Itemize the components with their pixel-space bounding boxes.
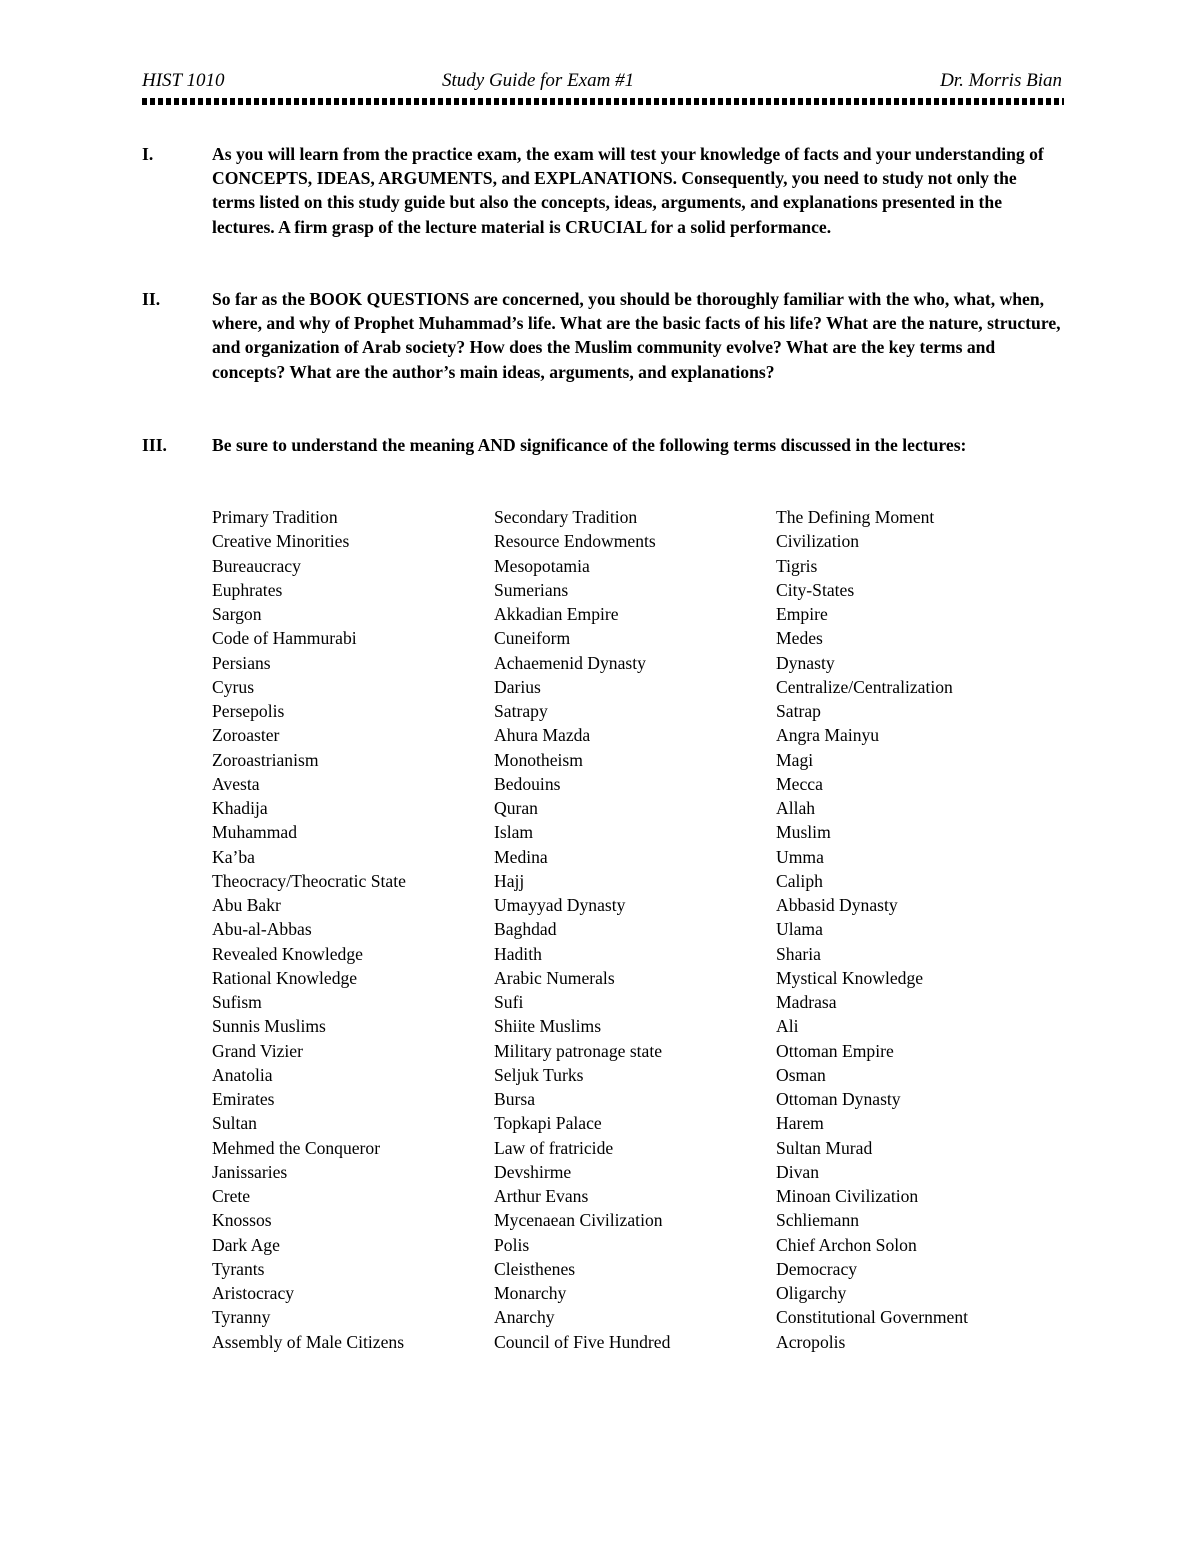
section-numeral: II. xyxy=(142,289,161,309)
term-row xyxy=(212,990,1072,1014)
term-item: Sultan Murad xyxy=(776,1137,873,1158)
term-item: Cyrus xyxy=(212,676,255,697)
term-item: Akkadian Empire xyxy=(494,604,619,624)
term-row xyxy=(212,1305,1072,1329)
term-item: Bursa xyxy=(494,1089,536,1109)
term-item: Darius xyxy=(494,676,541,697)
term-item: Satrapy xyxy=(494,701,548,721)
term-item: Harem xyxy=(776,1113,824,1134)
term-item: Muhammad xyxy=(212,822,298,843)
term-item: Ottoman Dynasty xyxy=(776,1089,901,1109)
term-item: Acropolis xyxy=(776,1331,846,1352)
term-item: Tyranny xyxy=(212,1307,271,1328)
term-item: Cuneiform xyxy=(494,628,571,649)
term-item: Mecca xyxy=(776,773,823,794)
term-row xyxy=(212,505,1072,529)
term-item: Sargon xyxy=(212,604,262,624)
term-item: Islam xyxy=(494,822,534,843)
term-row xyxy=(212,966,1072,990)
term-item: Abbasid Dynasty xyxy=(776,895,898,915)
term-row xyxy=(212,845,1072,869)
term-item: Madrasa xyxy=(776,992,837,1012)
term-row xyxy=(212,1039,1072,1063)
term-row xyxy=(212,1281,1072,1305)
term-item: Sufi xyxy=(494,992,524,1012)
term-item: Knossos xyxy=(212,1210,272,1231)
term-item: Polis xyxy=(494,1234,530,1255)
terms-list xyxy=(212,505,1072,1354)
term-row xyxy=(212,1136,1072,1160)
term-row xyxy=(212,651,1072,675)
term-row xyxy=(212,1184,1072,1208)
term-item: Monotheism xyxy=(494,749,583,770)
term-item: Sultan xyxy=(212,1113,257,1134)
term-item: Mystical Knowledge xyxy=(776,967,924,988)
term-item: Mehmed the Conqueror xyxy=(212,1137,381,1158)
term-row xyxy=(212,1160,1072,1184)
term-item: Crete xyxy=(212,1186,251,1206)
term-item: Achaemenid Dynasty xyxy=(494,652,646,673)
term-item: Ahura Mazda xyxy=(494,725,591,746)
term-item: Civilization xyxy=(776,531,860,552)
term-row xyxy=(212,1257,1072,1281)
term-item: Euphrates xyxy=(212,579,283,600)
term-row xyxy=(212,1330,1072,1354)
term-item: Sharia xyxy=(776,943,821,964)
term-item: Osman xyxy=(776,1064,826,1085)
term-item: Quran xyxy=(494,798,538,818)
term-item: Umayyad Dynasty xyxy=(494,895,626,915)
term-item: Baghdad xyxy=(494,919,557,940)
term-item: Ka’ba xyxy=(212,846,255,867)
term-item: Law of fratricide xyxy=(494,1137,614,1158)
term-row xyxy=(212,893,1072,917)
term-item: Rational Knowledge xyxy=(212,967,358,988)
term-row xyxy=(212,820,1072,844)
term-row xyxy=(212,1063,1072,1087)
term-item: Seljuk Turks xyxy=(494,1064,584,1085)
term-row xyxy=(212,1014,1072,1038)
term-item: Persians xyxy=(212,652,271,673)
term-item: Centralize/Centralization xyxy=(776,676,953,697)
term-item: Sunnis Muslims xyxy=(212,1016,326,1037)
term-row xyxy=(212,578,1072,602)
term-row xyxy=(212,602,1072,626)
term-item: City-States xyxy=(776,579,855,600)
document-title: Study Guide for Exam #1 xyxy=(442,70,635,91)
course-code: HIST 1010 xyxy=(142,70,225,91)
term-row xyxy=(212,748,1072,772)
term-row xyxy=(212,554,1072,578)
section-text: So far as the BOOK QUESTIONS are concerned, you should be thoroughly familiar with the who, what, when, where, and why of Prophet Muhammad’s life. What are the basic facts of his life? What are the nature, structure, and organization of Arab society? How does the Muslim community evolve? What are the key terms and concepts? What are the author’s main ideas, arguments, and explanations? xyxy=(212,289,1061,382)
term-item: Secondary Tradition xyxy=(494,507,638,527)
term-item: Satrap xyxy=(776,701,821,721)
term-item: Military patronage state xyxy=(494,1040,663,1061)
term-item: Divan xyxy=(776,1161,819,1182)
term-row xyxy=(212,1087,1072,1111)
term-row xyxy=(212,1208,1072,1232)
term-row xyxy=(212,675,1072,699)
term-item: Hadith xyxy=(494,943,542,964)
term-row xyxy=(212,942,1072,966)
term-item: Theocracy/Theocratic State xyxy=(212,870,406,891)
term-item: Bureaucracy xyxy=(212,555,301,576)
term-item: Sufism xyxy=(212,992,262,1012)
term-item: The Defining Moment xyxy=(776,507,935,527)
term-item: Caliph xyxy=(776,870,823,891)
term-item: Ulama xyxy=(776,919,823,940)
term-item: Persepolis xyxy=(212,701,285,721)
term-row xyxy=(212,529,1072,553)
term-row xyxy=(212,869,1072,893)
term-item: Anatolia xyxy=(212,1064,273,1085)
term-item: Zoroastrianism xyxy=(212,749,319,770)
section-numeral: I. xyxy=(142,144,154,164)
term-item: Monarchy xyxy=(494,1283,567,1303)
term-item: Primary Tradition xyxy=(212,507,338,527)
term-item: Medina xyxy=(494,846,548,867)
term-item: Arthur Evans xyxy=(494,1186,589,1206)
term-item: Mesopotamia xyxy=(494,555,590,576)
term-item: Angra Mainyu xyxy=(776,725,880,746)
section-text: As you will learn from the practice exam, the exam will test your knowledge of facts and your understanding of CONCEPTS, IDEAS, ARGUMENTS, and EXPLANATIONS. Consequently, you need to study not only the terms listed on this study guide but also the concepts, ideas, arguments, and explanations presented in the lectures. A firm grasp of the lecture material is CRUCIAL for a solid performance. xyxy=(212,144,1044,237)
term-item: Anarchy xyxy=(494,1307,555,1328)
term-item: Dark Age xyxy=(212,1234,280,1255)
term-item: Ottoman Empire xyxy=(776,1040,894,1061)
instructor-name: Dr. Morris Bian xyxy=(940,70,1062,91)
term-row xyxy=(212,723,1072,747)
term-item: Arabic Numerals xyxy=(494,967,615,988)
term-item: Chief Archon Solon xyxy=(776,1234,917,1255)
term-item: Grand Vizier xyxy=(212,1040,303,1061)
term-row xyxy=(212,917,1072,941)
term-row xyxy=(212,699,1072,723)
header-divider xyxy=(142,98,1064,105)
term-item: Dynasty xyxy=(776,652,835,673)
term-item: Democracy xyxy=(776,1258,858,1279)
term-item: Allah xyxy=(776,798,816,818)
term-item: Creative Minorities xyxy=(212,531,350,552)
term-item: Zoroaster xyxy=(212,725,280,746)
term-row xyxy=(212,796,1072,820)
term-item: Medes xyxy=(776,628,823,649)
term-item: Tigris xyxy=(776,555,818,576)
term-item: Emirates xyxy=(212,1089,275,1109)
term-item: Resource Endowments xyxy=(494,531,656,552)
term-item: Revealed Knowledge xyxy=(212,943,363,964)
term-item: Council of Five Hundred xyxy=(494,1331,671,1352)
term-item: Oligarchy xyxy=(776,1283,847,1303)
term-item: Umma xyxy=(776,846,824,867)
term-item: Sumerians xyxy=(494,579,569,600)
term-row xyxy=(212,1111,1072,1135)
term-item: Khadija xyxy=(212,798,268,818)
page-header xyxy=(142,70,1062,96)
term-item: Abu-al-Abbas xyxy=(212,919,312,940)
term-item: Cleisthenes xyxy=(494,1258,576,1279)
term-item: Bedouins xyxy=(494,773,561,794)
term-item: Empire xyxy=(776,604,828,624)
term-item: Magi xyxy=(776,749,814,770)
term-item: Abu Bakr xyxy=(212,895,281,915)
term-item: Schliemann xyxy=(776,1210,860,1231)
term-item: Janissaries xyxy=(212,1161,288,1182)
term-item: Tyrants xyxy=(212,1258,265,1279)
term-item: Devshirme xyxy=(494,1161,572,1182)
term-item: Minoan Civilization xyxy=(776,1186,919,1206)
term-item: Shiite Muslims xyxy=(494,1016,602,1037)
term-item: Aristocracy xyxy=(212,1283,295,1303)
section-numeral: III. xyxy=(142,435,167,455)
section-text: Be sure to understand the meaning AND significance of the following terms discussed in the lectures: xyxy=(212,435,967,455)
term-row xyxy=(212,626,1072,650)
term-item: Mycenaean Civilization xyxy=(494,1210,663,1231)
term-item: Ali xyxy=(776,1016,799,1037)
term-item: Constitutional Government xyxy=(776,1307,969,1328)
term-row xyxy=(212,772,1072,796)
term-item: Topkapi Palace xyxy=(494,1113,602,1134)
term-item: Hajj xyxy=(494,870,525,891)
term-row xyxy=(212,1233,1072,1257)
term-item: Avesta xyxy=(212,773,260,794)
term-item: Code of Hammurabi xyxy=(212,628,357,649)
term-item: Muslim xyxy=(776,822,831,843)
term-item: Assembly of Male Citizens xyxy=(212,1331,405,1352)
